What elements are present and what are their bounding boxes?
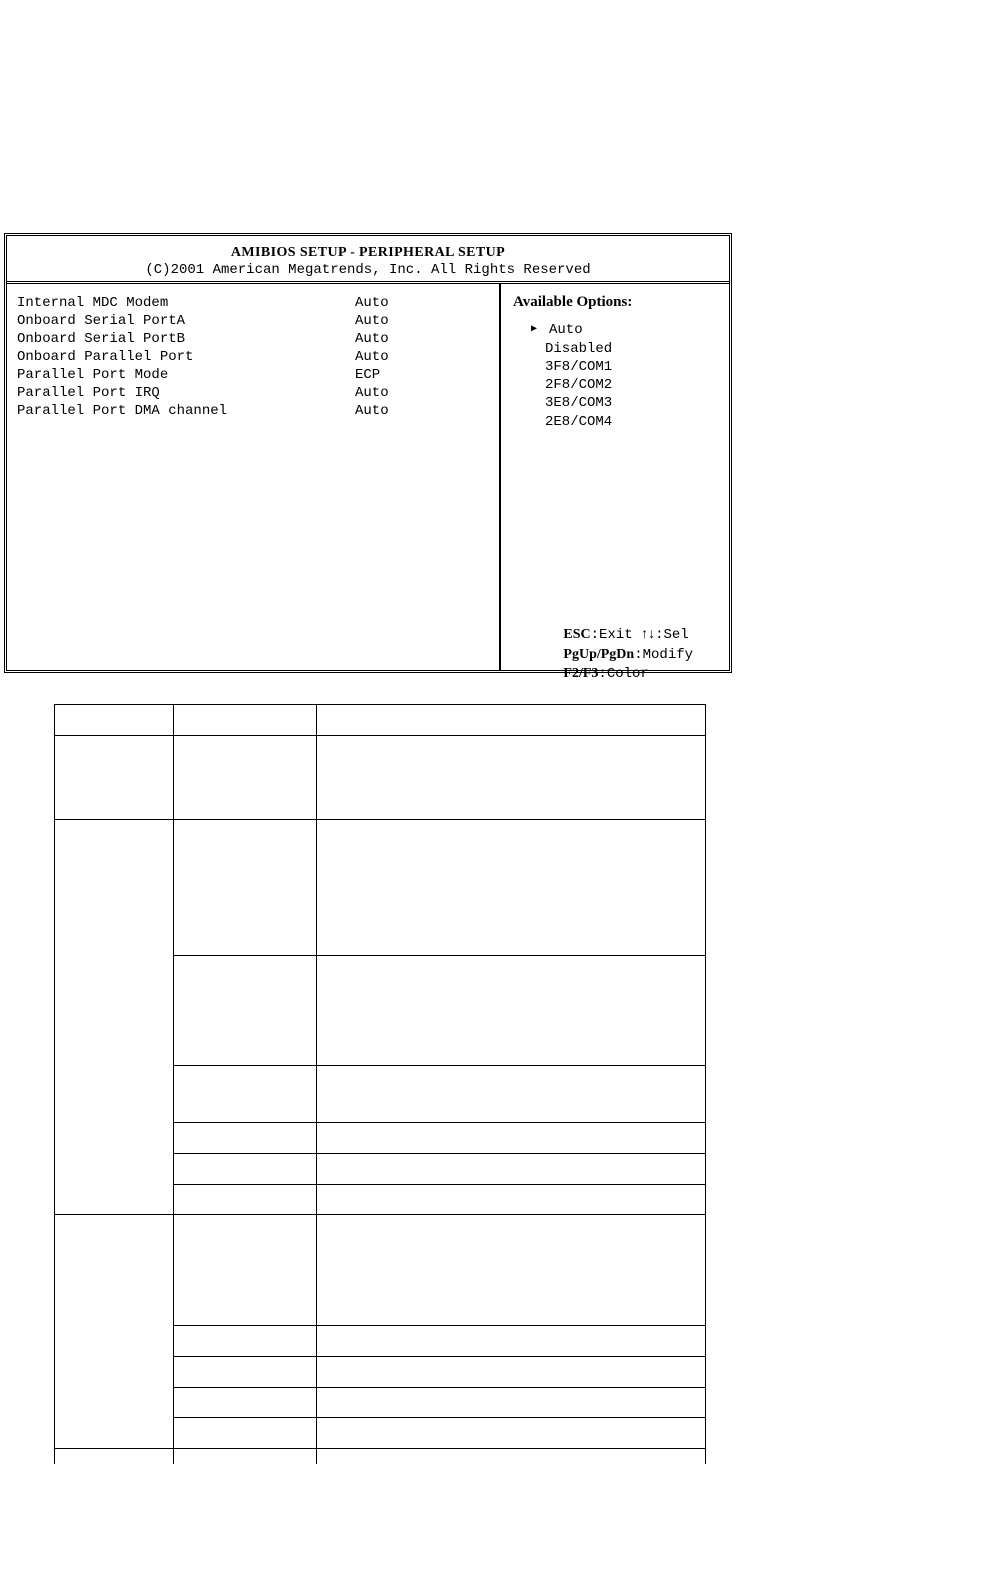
setting-label: Onboard Serial PortA bbox=[17, 313, 186, 329]
setting-label: Onboard Serial PortB bbox=[17, 331, 186, 347]
table-row-divider bbox=[173, 1356, 706, 1357]
setting-parallel-port-irq[interactable] bbox=[17, 384, 487, 402]
option-3e8-com3[interactable]: 3E8/COM3 bbox=[545, 395, 613, 411]
options-panel bbox=[501, 284, 729, 682]
bios-title: AMIBIOS SETUP - PERIPHERAL SETUP bbox=[230, 245, 506, 260]
up-down-arrows-icon: ↑↓ bbox=[641, 627, 656, 642]
bios-header bbox=[7, 236, 729, 284]
available-options-title: Available Options: bbox=[513, 294, 633, 310]
option-disabled[interactable]: Disabled bbox=[545, 341, 613, 357]
table-column-divider bbox=[316, 704, 317, 1464]
table-column-divider bbox=[173, 704, 174, 1464]
table-row-divider bbox=[173, 1065, 706, 1066]
bios-copyright: (C)2001 American Megatrends, Inc. All Rights Reserved bbox=[145, 262, 591, 278]
setting-parallel-port-mode[interactable] bbox=[17, 366, 487, 384]
option-auto[interactable]: Auto bbox=[549, 322, 583, 338]
table-row-divider bbox=[173, 1122, 706, 1123]
setting-value[interactable]: Auto bbox=[355, 295, 389, 311]
help-key-f2-f3: F2/F3 bbox=[563, 666, 599, 681]
table-row-divider bbox=[173, 1325, 706, 1326]
setting-label: Parallel Port DMA channel bbox=[17, 403, 228, 419]
setting-onboard-parallel-port[interactable] bbox=[17, 348, 487, 366]
help-text-modify: :Modify bbox=[634, 647, 694, 663]
table-border-left bbox=[54, 704, 55, 1464]
setting-value[interactable]: Auto bbox=[355, 349, 389, 365]
option-2e8-com4[interactable]: 2E8/COM4 bbox=[545, 414, 613, 430]
table-row-divider bbox=[54, 819, 706, 820]
setting-value[interactable]: Auto bbox=[355, 313, 389, 329]
help-key-esc: ESC bbox=[563, 627, 591, 642]
help-line-f2-f3 bbox=[513, 647, 649, 701]
setting-internal-mdc-modem[interactable] bbox=[17, 294, 487, 312]
table-row-divider bbox=[54, 1448, 706, 1449]
setting-label: Onboard Parallel Port bbox=[17, 349, 194, 365]
table-row-divider bbox=[54, 1214, 706, 1215]
help-key-pgup-pgdn: PgUp/PgDn bbox=[563, 647, 635, 662]
setting-label: Parallel Port IRQ bbox=[17, 385, 160, 401]
table-row-divider bbox=[173, 1184, 706, 1185]
bios-setup-window bbox=[4, 233, 732, 682]
setting-label: Internal MDC Modem bbox=[17, 295, 169, 311]
setting-onboard-serial-portb[interactable] bbox=[17, 330, 487, 348]
help-text-sel: :Sel bbox=[655, 627, 689, 643]
setting-value[interactable]: Auto bbox=[355, 403, 389, 419]
setting-value[interactable]: Auto bbox=[355, 331, 389, 347]
help-text-exit: :Exit bbox=[590, 627, 642, 643]
right-triangle-icon: ▶ bbox=[531, 324, 538, 335]
table-row-divider bbox=[173, 955, 706, 956]
option-2f8-com2[interactable]: 2F8/COM2 bbox=[545, 377, 613, 393]
option-3f8-com1[interactable]: 3F8/COM1 bbox=[545, 359, 613, 375]
settings-table bbox=[54, 704, 706, 1464]
setting-value[interactable]: Auto bbox=[355, 385, 389, 401]
setting-value[interactable]: ECP bbox=[355, 367, 381, 383]
help-text-color: :Color bbox=[598, 666, 649, 682]
table-row-divider bbox=[54, 735, 706, 736]
table-row-divider bbox=[173, 1153, 706, 1154]
setting-parallel-port-dma-channel[interactable] bbox=[17, 402, 487, 420]
setting-onboard-serial-porta[interactable] bbox=[17, 312, 487, 330]
table-row-divider bbox=[173, 1387, 706, 1388]
table-row-divider bbox=[54, 704, 706, 705]
table-border-right bbox=[705, 704, 706, 1464]
settings-panel bbox=[7, 284, 497, 670]
setting-label: Parallel Port Mode bbox=[17, 367, 169, 383]
table-row-divider bbox=[173, 1417, 706, 1418]
